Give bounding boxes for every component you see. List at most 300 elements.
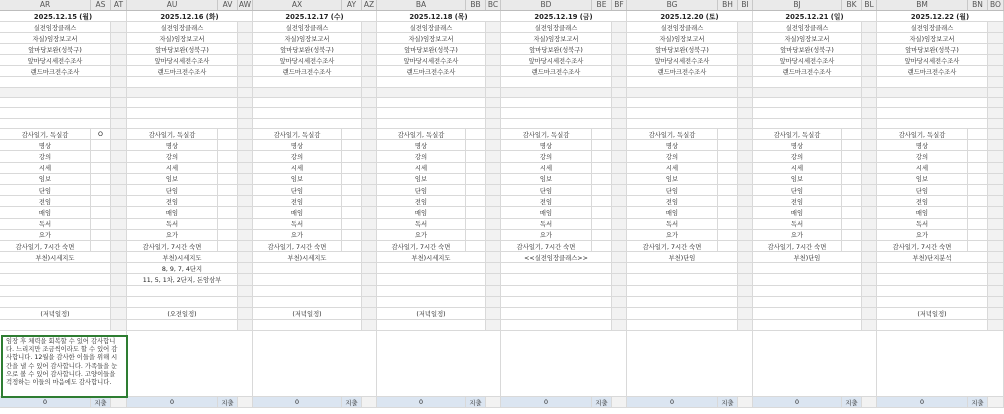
filler-cell[interactable] (738, 297, 753, 307)
filler-cell[interactable] (111, 241, 127, 251)
check-cell[interactable] (862, 44, 877, 54)
filler-cell[interactable] (362, 297, 377, 307)
routine-check-cell[interactable] (342, 219, 362, 229)
routine-cell[interactable]: 전임 (253, 196, 342, 206)
routine-cell[interactable]: 독서 (627, 219, 718, 229)
routine-cell[interactable]: 단임 (253, 185, 342, 195)
routine-cell[interactable]: 단임 (0, 185, 91, 195)
routine-cell[interactable]: 임보 (0, 174, 91, 184)
routine-check-cell[interactable] (592, 140, 612, 150)
filler-cell[interactable] (612, 88, 627, 97)
filler-cell[interactable] (238, 263, 253, 273)
filler-cell[interactable] (862, 241, 877, 251)
routine-cell[interactable]: 강의 (753, 151, 842, 161)
empty-cell[interactable] (253, 286, 362, 296)
filler-cell[interactable] (612, 219, 627, 229)
routine-check-cell[interactable] (592, 129, 612, 139)
filler-cell[interactable] (238, 219, 253, 229)
filler-cell[interactable] (362, 320, 377, 330)
filler-cell[interactable] (988, 185, 1004, 195)
date-header-cell[interactable]: 2025.12.21 (일) (753, 11, 877, 21)
plan-cell[interactable]: 실전임장클래스 (377, 22, 486, 32)
filler-cell[interactable] (486, 108, 501, 118)
routine-cell[interactable]: 전임 (877, 196, 968, 206)
filler-cell[interactable] (738, 174, 753, 184)
plan-cell[interactable]: 앞마당시세전수조사 (377, 55, 486, 65)
routine-check-cell[interactable] (218, 140, 238, 150)
empty-cell[interactable] (253, 77, 362, 87)
routine-cell[interactable]: 전임 (377, 196, 466, 206)
routine-cell[interactable]: 감사일기, 독실감 (501, 129, 592, 139)
filler-cell[interactable] (238, 108, 253, 118)
routine-check-cell[interactable] (592, 196, 612, 206)
routine-check-cell[interactable] (218, 151, 238, 161)
check-cell[interactable] (988, 33, 1004, 43)
empty-cell[interactable] (0, 98, 111, 107)
routine-check-cell[interactable] (968, 129, 988, 139)
plan-cell[interactable]: 랜드마크전수조사 (0, 66, 111, 76)
routine-cell[interactable]: 요가 (501, 230, 592, 240)
filler-cell[interactable] (238, 320, 253, 330)
routine-cell[interactable]: 시세 (377, 163, 466, 173)
schedule-cell[interactable]: (오전일정) (127, 308, 238, 319)
routine-check-cell[interactable] (592, 185, 612, 195)
date-header-cell[interactable]: 2025.12.22 (월) (877, 11, 1004, 21)
extra-task-cell[interactable] (627, 274, 738, 285)
routine-check-cell[interactable] (842, 207, 862, 217)
routine-cell[interactable]: 요가 (127, 230, 218, 240)
evening-task-cell[interactable]: 부천)시세지도 (377, 252, 486, 262)
routine-cell[interactable]: 강의 (253, 151, 342, 161)
check-cell[interactable] (362, 66, 377, 76)
column-header-bd[interactable]: BD (501, 0, 592, 10)
routine-check-cell[interactable] (466, 219, 486, 229)
filler-cell[interactable] (612, 286, 627, 296)
routine-cell[interactable]: 명상 (0, 140, 91, 150)
routine-check-cell[interactable] (968, 219, 988, 229)
empty-cell[interactable] (0, 286, 111, 296)
filler-cell[interactable] (486, 397, 501, 407)
filler-cell[interactable] (486, 129, 501, 139)
check-cell[interactable] (738, 22, 753, 32)
filler-cell[interactable] (238, 308, 253, 319)
routine-cell[interactable]: 감사일기, 7시간 숙면 (501, 241, 592, 251)
column-header-au[interactable]: AU (127, 0, 218, 10)
plan-cell[interactable]: 실전임장클래스 (753, 22, 862, 32)
column-header-az[interactable]: AZ (362, 0, 377, 10)
routine-cell[interactable]: 감사일기, 독실감 (127, 129, 218, 139)
routine-cell[interactable]: 요가 (377, 230, 466, 240)
routine-check-cell[interactable] (218, 174, 238, 184)
empty-cell[interactable] (127, 98, 238, 107)
filler-cell[interactable] (486, 140, 501, 150)
routine-cell[interactable]: 독서 (753, 219, 842, 229)
routine-check-cell[interactable] (342, 163, 362, 173)
filler-cell[interactable] (988, 308, 1004, 319)
date-header-cell[interactable]: 2025.12.20 (토) (627, 11, 753, 21)
routine-cell[interactable]: 임보 (377, 174, 466, 184)
check-cell[interactable] (111, 33, 127, 43)
filler-cell[interactable] (612, 174, 627, 184)
plan-cell[interactable]: 랜드마크전수조사 (253, 66, 362, 76)
empty-cell[interactable] (377, 320, 486, 330)
footer-count-cell[interactable]: 0 (127, 397, 218, 407)
filler-cell[interactable] (486, 174, 501, 184)
column-header-bm[interactable]: BM (877, 0, 968, 10)
filler-cell[interactable] (738, 98, 753, 107)
note-area-cell[interactable] (753, 331, 877, 396)
plan-cell[interactable]: 랜드마크전수조사 (877, 66, 988, 76)
filler-cell[interactable] (362, 230, 377, 240)
footer-count-cell[interactable]: 0 (501, 397, 592, 407)
plan-cell[interactable]: 자실)임장보고서 (753, 33, 862, 43)
empty-cell[interactable] (627, 98, 738, 107)
filler-cell[interactable] (362, 163, 377, 173)
column-header-ax[interactable]: AX (253, 0, 342, 10)
filler-cell[interactable] (238, 140, 253, 150)
check-cell[interactable] (238, 55, 253, 65)
filler-cell[interactable] (486, 196, 501, 206)
column-header-ba[interactable]: BA (377, 0, 466, 10)
filler-cell[interactable] (612, 297, 627, 307)
filler-cell[interactable] (862, 196, 877, 206)
filler-cell[interactable] (486, 77, 501, 87)
routine-cell[interactable]: 임보 (127, 174, 218, 184)
extra-task-cell[interactable] (377, 274, 486, 285)
routine-check-cell[interactable] (718, 129, 738, 139)
note-area-cell[interactable] (127, 331, 253, 396)
routine-check-cell[interactable] (342, 129, 362, 139)
routine-check-cell[interactable] (342, 207, 362, 217)
empty-cell[interactable] (253, 297, 362, 307)
filler-cell[interactable] (738, 88, 753, 97)
routine-check-cell[interactable] (466, 140, 486, 150)
filler-cell[interactable] (738, 108, 753, 118)
filler-cell[interactable] (988, 286, 1004, 296)
check-cell[interactable] (238, 66, 253, 76)
routine-check-cell[interactable] (968, 230, 988, 240)
empty-cell[interactable] (0, 77, 111, 87)
filler-cell[interactable] (988, 98, 1004, 107)
filler-cell[interactable] (862, 88, 877, 97)
routine-cell[interactable]: 강의 (377, 151, 466, 161)
filler-cell[interactable] (862, 308, 877, 319)
routine-check-cell[interactable] (218, 129, 238, 139)
filler-cell[interactable] (738, 129, 753, 139)
plan-cell[interactable]: 랜드마크전수조사 (127, 66, 238, 76)
filler-cell[interactable] (362, 98, 377, 107)
schedule-cell[interactable]: (저녁일정) (253, 308, 362, 319)
check-cell[interactable] (238, 33, 253, 43)
routine-cell[interactable]: 임보 (877, 174, 968, 184)
routine-check-cell[interactable] (842, 230, 862, 240)
plan-cell[interactable]: 앞마당보완(성북구) (877, 44, 988, 54)
note-area-cell[interactable] (627, 331, 753, 396)
routine-check-cell[interactable] (968, 241, 988, 251)
check-cell[interactable] (738, 33, 753, 43)
empty-cell[interactable] (377, 297, 486, 307)
filler-cell[interactable] (238, 241, 253, 251)
plan-cell[interactable]: 실전임장클래스 (253, 22, 362, 32)
filler-cell[interactable] (111, 286, 127, 296)
empty-cell[interactable] (253, 320, 362, 330)
footer-count-cell[interactable]: 0 (377, 397, 466, 407)
plan-cell[interactable]: 자실)임장보고서 (877, 33, 988, 43)
filler-cell[interactable] (612, 163, 627, 173)
routine-cell[interactable]: 매임 (127, 207, 218, 217)
routine-cell[interactable]: 감사일기, 독실감 (253, 129, 342, 139)
routine-check-cell[interactable] (842, 129, 862, 139)
filler-cell[interactable] (612, 308, 627, 319)
check-cell[interactable] (111, 22, 127, 32)
empty-cell[interactable] (377, 108, 486, 118)
column-header-bb[interactable]: BB (466, 0, 486, 10)
check-cell[interactable] (612, 66, 627, 76)
routine-check-cell[interactable] (592, 163, 612, 173)
filler-cell[interactable] (738, 77, 753, 87)
routine-cell[interactable]: 시세 (753, 163, 842, 173)
date-header-cell[interactable]: 2025.12.17 (수) (253, 11, 377, 21)
filler-cell[interactable] (862, 163, 877, 173)
check-cell[interactable] (486, 22, 501, 32)
plan-cell[interactable]: 실전임장클래스 (127, 22, 238, 32)
note-area-cell[interactable] (377, 331, 501, 396)
filler-cell[interactable] (988, 196, 1004, 206)
extra-task-cell[interactable] (753, 263, 862, 273)
filler-cell[interactable] (111, 397, 127, 407)
filler-cell[interactable] (362, 274, 377, 285)
check-cell[interactable] (362, 55, 377, 65)
empty-cell[interactable] (253, 119, 362, 128)
filler-cell[interactable] (238, 230, 253, 240)
empty-cell[interactable] (0, 119, 111, 128)
routine-cell[interactable]: 요가 (0, 230, 91, 240)
filler-cell[interactable] (988, 151, 1004, 161)
filler-cell[interactable] (111, 174, 127, 184)
routine-check-cell[interactable] (842, 241, 862, 251)
empty-cell[interactable] (627, 88, 738, 97)
column-header-bi[interactable]: BI (738, 0, 753, 10)
filler-cell[interactable] (111, 88, 127, 97)
empty-cell[interactable] (877, 297, 988, 307)
check-cell[interactable] (612, 44, 627, 54)
empty-cell[interactable] (877, 320, 988, 330)
extra-task-cell[interactable]: 8, 9, 7, 4단지 (127, 263, 238, 273)
empty-cell[interactable] (377, 88, 486, 97)
filler-cell[interactable] (238, 185, 253, 195)
routine-cell[interactable]: 독서 (253, 219, 342, 229)
empty-cell[interactable] (127, 119, 238, 128)
filler-cell[interactable] (238, 397, 253, 407)
filler-cell[interactable] (862, 286, 877, 296)
filler-cell[interactable] (862, 219, 877, 229)
plan-cell[interactable]: 앞마당시세전수조사 (0, 55, 111, 65)
filler-cell[interactable] (862, 140, 877, 150)
routine-check-cell[interactable] (718, 207, 738, 217)
plan-cell[interactable]: 앞마당보완(성북구) (377, 44, 486, 54)
filler-cell[interactable] (362, 308, 377, 319)
extra-task-cell[interactable] (501, 263, 612, 273)
routine-cell[interactable]: 시세 (0, 163, 91, 173)
filler-cell[interactable] (988, 207, 1004, 217)
routine-cell[interactable]: 감사일기, 7시간 숙면 (753, 241, 842, 251)
filler-cell[interactable] (111, 274, 127, 285)
filler-cell[interactable] (862, 207, 877, 217)
filler-cell[interactable] (238, 274, 253, 285)
extra-task-cell[interactable] (501, 274, 612, 285)
routine-check-cell[interactable] (466, 185, 486, 195)
date-header-cell[interactable]: 2025.12.19 (금) (501, 11, 627, 21)
routine-cell[interactable]: 독서 (127, 219, 218, 229)
empty-cell[interactable] (627, 320, 738, 330)
routine-cell[interactable]: 강의 (127, 151, 218, 161)
check-cell[interactable] (738, 44, 753, 54)
filler-cell[interactable] (238, 77, 253, 87)
filler-cell[interactable] (862, 320, 877, 330)
filler-cell[interactable] (738, 185, 753, 195)
column-header-as[interactable]: AS (91, 0, 111, 10)
empty-cell[interactable] (877, 119, 988, 128)
filler-cell[interactable] (486, 297, 501, 307)
filler-cell[interactable] (362, 108, 377, 118)
note-area-cell[interactable] (501, 331, 627, 396)
routine-cell[interactable]: 요가 (877, 230, 968, 240)
extra-task-cell[interactable]: 11, 5, 1차, 2단지, 돈암삼부 (127, 274, 238, 285)
filler-cell[interactable] (988, 163, 1004, 173)
empty-cell[interactable] (127, 108, 238, 118)
filler-cell[interactable] (612, 129, 627, 139)
filler-cell[interactable] (612, 397, 627, 407)
routine-check-cell[interactable] (91, 196, 111, 206)
routine-cell[interactable]: 감사일기, 7시간 숙면 (127, 241, 218, 251)
gratitude-note-cell[interactable]: 임장 후 체력을 회복할 수 있어 감사합니다. 느리지만 조금씩이라도 할 수 있어 감사합니다. 12월을 감사한 이들을 위해 시간을 낼 수 있어 감사합니다. 가족들을 눈으로 볼 수 있어 감사합니다. 고양이들을 걱정하는 이들의 마음에도 감사합니다. (1, 335, 128, 398)
footer-count-cell[interactable]: 0 (253, 397, 342, 407)
filler-cell[interactable] (362, 196, 377, 206)
routine-check-cell[interactable] (466, 207, 486, 217)
routine-check-cell[interactable] (842, 185, 862, 195)
routine-cell[interactable]: 감사일기, 7시간 숙면 (377, 241, 466, 251)
routine-check-cell[interactable] (342, 196, 362, 206)
filler-cell[interactable] (486, 286, 501, 296)
routine-check-cell[interactable] (342, 241, 362, 251)
column-header-bg[interactable]: BG (627, 0, 718, 10)
filler-cell[interactable] (988, 297, 1004, 307)
check-cell[interactable] (612, 22, 627, 32)
plan-cell[interactable]: 실전임장클래스 (627, 22, 738, 32)
empty-cell[interactable] (501, 98, 612, 107)
routine-cell[interactable]: 시세 (877, 163, 968, 173)
plan-cell[interactable]: 실전임장클래스 (877, 22, 988, 32)
filler-cell[interactable] (988, 108, 1004, 118)
extra-task-cell[interactable] (627, 263, 738, 273)
filler-cell[interactable] (111, 207, 127, 217)
footer-count-cell[interactable]: 0 (753, 397, 842, 407)
filler-cell[interactable] (862, 108, 877, 118)
schedule-cell[interactable] (501, 308, 612, 319)
routine-check-cell[interactable] (91, 241, 111, 251)
empty-cell[interactable] (877, 77, 988, 87)
filler-cell[interactable] (111, 230, 127, 240)
routine-cell[interactable]: 매임 (627, 207, 718, 217)
filler-cell[interactable] (111, 151, 127, 161)
empty-cell[interactable] (377, 286, 486, 296)
routine-cell[interactable]: 강의 (0, 151, 91, 161)
empty-cell[interactable] (753, 108, 862, 118)
filler-cell[interactable] (988, 241, 1004, 251)
filler-cell[interactable] (111, 108, 127, 118)
routine-check-cell[interactable] (718, 163, 738, 173)
routine-cell[interactable]: 시세 (127, 163, 218, 173)
filler-cell[interactable] (862, 252, 877, 262)
filler-cell[interactable] (111, 163, 127, 173)
routine-cell[interactable]: 명상 (127, 140, 218, 150)
empty-cell[interactable] (127, 286, 238, 296)
filler-cell[interactable] (738, 163, 753, 173)
filler-cell[interactable] (988, 140, 1004, 150)
routine-check-cell[interactable] (718, 230, 738, 240)
routine-check-cell[interactable] (842, 151, 862, 161)
filler-cell[interactable] (362, 174, 377, 184)
filler-cell[interactable] (486, 163, 501, 173)
routine-cell[interactable]: 시세 (501, 163, 592, 173)
empty-cell[interactable] (753, 320, 862, 330)
plan-cell[interactable]: 앞마당시세전수조사 (127, 55, 238, 65)
schedule-cell[interactable]: (저녁일정) (0, 308, 111, 319)
check-cell[interactable] (238, 22, 253, 32)
routine-cell[interactable]: 임보 (753, 174, 842, 184)
filler-cell[interactable] (612, 230, 627, 240)
extra-task-cell[interactable] (753, 274, 862, 285)
filler-cell[interactable] (111, 196, 127, 206)
filler-cell[interactable] (738, 241, 753, 251)
footer-label-cell[interactable]: 지출 (218, 397, 238, 407)
filler-cell[interactable] (988, 274, 1004, 285)
filler-cell[interactable] (362, 88, 377, 97)
filler-cell[interactable] (362, 119, 377, 128)
routine-check-cell[interactable] (718, 174, 738, 184)
filler-cell[interactable] (486, 308, 501, 319)
plan-cell[interactable]: 앞마당시세전수조사 (253, 55, 362, 65)
routine-check-cell[interactable] (218, 241, 238, 251)
routine-cell[interactable]: 매임 (753, 207, 842, 217)
filler-cell[interactable] (738, 263, 753, 273)
filler-cell[interactable] (738, 207, 753, 217)
filler-cell[interactable] (988, 230, 1004, 240)
routine-check-cell[interactable] (842, 174, 862, 184)
routine-cell[interactable]: 명상 (377, 140, 466, 150)
empty-cell[interactable] (127, 77, 238, 87)
routine-check-cell[interactable] (968, 140, 988, 150)
evening-task-cell[interactable]: 부천)시세지도 (127, 252, 238, 262)
routine-check-cell[interactable] (842, 140, 862, 150)
filler-cell[interactable] (238, 98, 253, 107)
routine-cell[interactable]: 감사일기, 7시간 숙면 (253, 241, 342, 251)
filler-cell[interactable] (862, 230, 877, 240)
routine-cell[interactable]: 매임 (377, 207, 466, 217)
column-header-at[interactable]: AT (111, 0, 127, 10)
filler-cell[interactable] (612, 119, 627, 128)
plan-cell[interactable]: 실전임장클래스 (0, 22, 111, 32)
date-header-cell[interactable]: 2025.12.16 (화) (127, 11, 253, 21)
filler-cell[interactable] (988, 119, 1004, 128)
filler-cell[interactable] (111, 185, 127, 195)
filler-cell[interactable] (111, 77, 127, 87)
empty-cell[interactable] (753, 286, 862, 296)
filler-cell[interactable] (362, 241, 377, 251)
routine-check-cell[interactable] (218, 196, 238, 206)
check-cell[interactable] (988, 55, 1004, 65)
column-header-be[interactable]: BE (592, 0, 612, 10)
